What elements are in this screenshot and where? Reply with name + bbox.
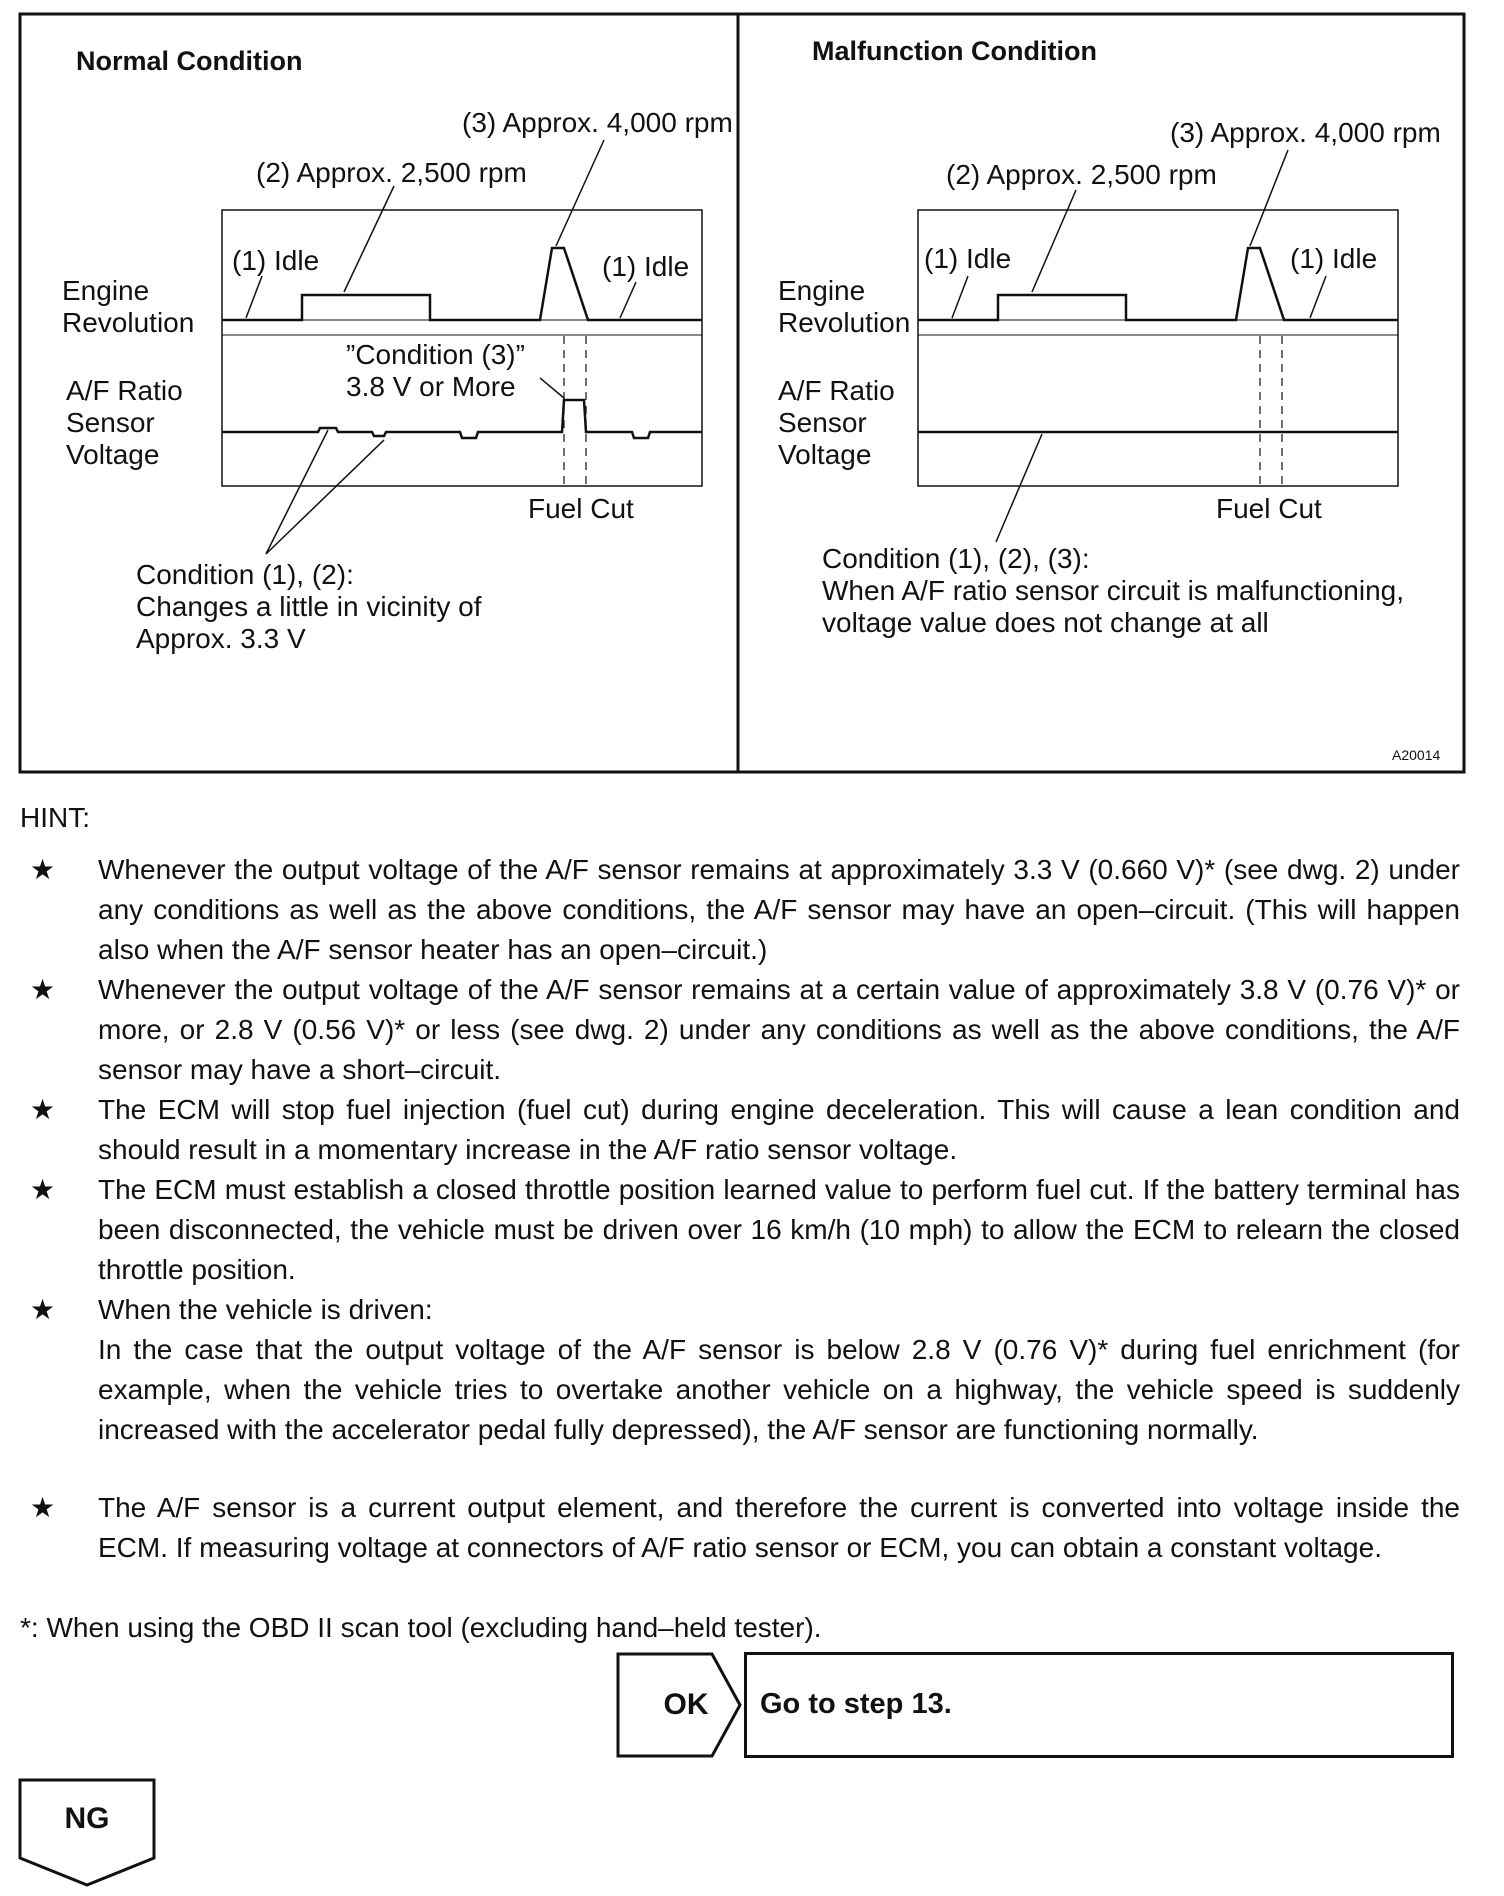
normal-label-idle-left: (1) Idle bbox=[232, 245, 320, 276]
ng-label: NG bbox=[64, 1802, 110, 1835]
normal-leader-cond12-b bbox=[266, 440, 384, 554]
normal-row-af: A/F Ratio Sensor Voltage bbox=[66, 375, 183, 470]
malfunction-label-rpm-4000: (3) Approx. 4,000 rpm bbox=[1170, 117, 1441, 148]
malfunction-fuel-cut: Fuel Cut bbox=[1216, 493, 1322, 524]
malfunction-label-idle-left: (1) Idle bbox=[924, 243, 1012, 274]
normal-note: Condition (1), (2): Changes a little in vicinity of Approx. 3.3 V bbox=[136, 559, 482, 654]
hint-item bbox=[20, 1090, 1460, 1170]
normal-leader-condition3 bbox=[540, 378, 564, 398]
hint-item-text-group bbox=[98, 1290, 1460, 1450]
malfunction-title: Malfunction Condition bbox=[812, 36, 1097, 66]
malfunction-leader-idle-right bbox=[1310, 276, 1326, 318]
malfunction-leader-rpm-4000 bbox=[1250, 150, 1288, 246]
normal-leader-idle-right bbox=[620, 282, 636, 318]
malfunction-label-idle-right: (1) Idle bbox=[1290, 243, 1378, 274]
hint-item-text: The ECM will stop fuel injection (fuel cut) during engine deceleration. This will cause a lean condition and should result in a momentary increase in the A/F ratio sensor voltage. bbox=[98, 1094, 1460, 1165]
hint-item-detail: In the case that the output voltage of the A/F sensor is below 2.8 V (0.76 V)* during fuel enrichment (for example, when the vehicle tries to overtake another vehicle on a highway, the vehicle speed is suddenly increased with the accelerator pedal fully depressed), the A/F sensor are functioning normally. bbox=[98, 1334, 1460, 1445]
normal-fuel-cut: Fuel Cut bbox=[528, 493, 634, 524]
normal-leader-rpm-2500 bbox=[344, 186, 394, 292]
hint-item-text: The ECM must establish a closed throttle position learned value to perform fuel cut. If the battery terminal has been disconnected, the vehicle must be driven over 16 km/h (10 mph) to allow the ECM to relearn the closed throttle position. bbox=[98, 1174, 1460, 1285]
star-icon: ★ bbox=[30, 1094, 56, 1125]
figure-id-code: A20014 bbox=[1392, 747, 1441, 763]
normal-label-idle-right: (1) Idle bbox=[602, 251, 690, 282]
hint-item bbox=[20, 1290, 1460, 1450]
star-icon: ★ bbox=[30, 1294, 56, 1325]
normal-leader-idle-left bbox=[246, 276, 262, 318]
star-icon: ★ bbox=[30, 1492, 56, 1523]
malfunction-label-rpm-2500: (2) Approx. 2,500 rpm bbox=[946, 159, 1217, 190]
hint-item-text: When the vehicle is driven: bbox=[98, 1294, 433, 1325]
normal-condition3-label: ”Condition (3)” 3.8 V or More bbox=[346, 339, 525, 402]
star-icon: ★ bbox=[30, 974, 56, 1005]
ok-label: OK bbox=[663, 1688, 709, 1721]
normal-title: Normal Condition bbox=[76, 46, 303, 76]
footnote: *: When using the OBD II scan tool (excluding hand–held tester). bbox=[20, 1612, 822, 1643]
malfunction-leader-rpm-2500 bbox=[1032, 190, 1076, 292]
star-icon: ★ bbox=[30, 1174, 56, 1205]
hint-label: HINT: bbox=[20, 802, 90, 833]
malfunction-row-engine: Engine Revolution bbox=[778, 275, 911, 338]
hint-item bbox=[20, 970, 1460, 1090]
normal-label-rpm-4000: (3) Approx. 4,000 rpm bbox=[462, 107, 733, 138]
malfunction-row-af: A/F Ratio Sensor Voltage bbox=[778, 375, 895, 470]
star-icon: ★ bbox=[30, 854, 56, 885]
malfunction-leader-cond bbox=[996, 434, 1042, 542]
normal-label-rpm-2500: (2) Approx. 2,500 rpm bbox=[256, 157, 527, 188]
hint-item-text: Whenever the output voltage of the A/F sensor remains at approximately 3.3 V (0.660 V)* (see dwg. 2) under any conditions as well as the above conditions, the A/F sensor may have an open–circuit. (This will happen also when the A/F sensor heater has an open–circuit.) bbox=[98, 854, 1460, 965]
ok-action-text: Go to step 13. bbox=[760, 1688, 952, 1720]
normal-af-trace bbox=[222, 400, 702, 438]
normal-leader-rpm-4000 bbox=[556, 140, 604, 246]
hint-item bbox=[20, 850, 1460, 970]
hint-item bbox=[20, 1170, 1460, 1290]
normal-leader-cond12-a bbox=[266, 430, 328, 554]
malfunction-note: Condition (1), (2), (3): When A/F ratio sensor circuit is malfunctioning, voltage value does not change at all bbox=[822, 543, 1405, 638]
malfunction-leader-idle-left bbox=[952, 276, 968, 318]
hint-item bbox=[20, 1488, 1460, 1568]
hint-item-text: Whenever the output voltage of the A/F sensor remains at a certain value of approximately 3.8 V (0.76 V)* or more, or 2.8 V (0.56 V)* or less (see dwg. 2) under any conditions as well as the above conditions, the A/F sensor may have a short–circuit. bbox=[98, 974, 1460, 1085]
condition-diagram bbox=[0, 0, 1504, 780]
hint-item-text: The A/F sensor is a current output element, and therefore the current is converted into voltage inside the ECM. If measuring voltage at connectors of A/F ratio sensor or ECM, you can obtain a constant voltage. bbox=[98, 1492, 1460, 1563]
normal-row-engine: Engine Revolution bbox=[62, 275, 195, 338]
